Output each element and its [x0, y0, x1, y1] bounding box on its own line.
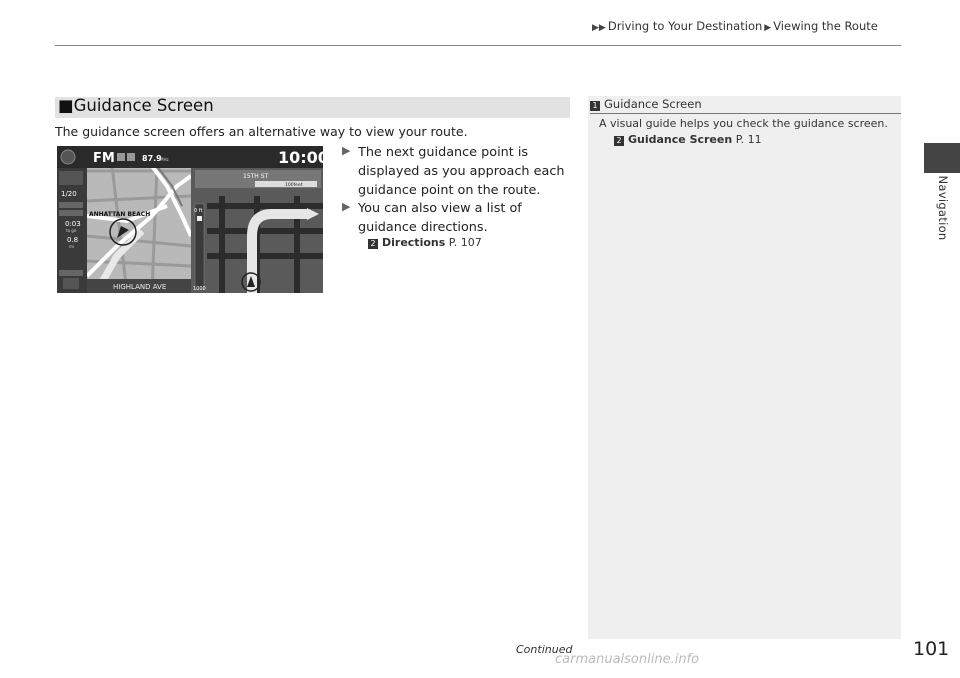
- breadcrumb-arrow-icon: ▶: [764, 23, 772, 33]
- note-cross-reference[interactable]: [614, 133, 762, 146]
- radio-band: FM: [93, 151, 115, 166]
- next-distance: 100feet: [285, 183, 303, 188]
- eta-time: 0:03: [65, 220, 81, 228]
- section-tab-label: Navigation: [936, 175, 950, 241]
- note-title: [590, 97, 702, 111]
- next-street-name: 15TH ST: [243, 173, 269, 180]
- channel-icon: [117, 153, 125, 161]
- bullet-text: The next guidance point is: [358, 145, 529, 160]
- eta-label: to go: [66, 228, 77, 233]
- guidance-screen-image: [57, 146, 329, 293]
- distance-bar-bottom: 1000: [193, 286, 206, 292]
- bullet-item: [342, 143, 565, 200]
- note-box: [588, 96, 901, 639]
- reference-icon: 2: [614, 136, 624, 146]
- bullet-text: guidance directions.: [358, 220, 488, 235]
- map-scale: 1/20: [61, 190, 77, 198]
- section-tab-marker: [924, 143, 960, 173]
- note-marker-icon: 1: [590, 101, 600, 111]
- menu-icon[interactable]: [63, 278, 79, 289]
- city-label: ANHATTAN BEACH: [89, 211, 151, 218]
- breadcrumb-part2[interactable]: Viewing the Route: [773, 19, 878, 33]
- note-divider: [590, 113, 901, 114]
- guidance-screen-drawing: [57, 146, 329, 293]
- cross-reference[interactable]: [368, 236, 482, 249]
- reference-icon: 2: [368, 239, 378, 249]
- map-button[interactable]: [59, 210, 83, 216]
- note-text: A visual guide helps you check the guidance screen.: [599, 117, 888, 130]
- reference-page: P. 107: [448, 236, 482, 249]
- note-title-text: Guidance Screen: [604, 97, 702, 111]
- reference-label: Directions: [382, 236, 446, 249]
- breadcrumb-part1[interactable]: Driving to Your Destination: [607, 19, 763, 33]
- home-icon: [61, 150, 75, 164]
- reference-label: Guidance Screen: [628, 133, 733, 146]
- bullet-arrow-icon: ▶: [342, 144, 351, 157]
- bullet-arrow-icon: ▶: [342, 200, 351, 213]
- preset-icon: [127, 153, 135, 161]
- watermark: carmanualsonline.info: [555, 652, 700, 667]
- map-button[interactable]: [59, 202, 83, 208]
- radio-frequency: 87.9: [142, 154, 162, 163]
- current-street-name: HIGHLAND AVE: [113, 283, 167, 291]
- bullet-text: guidance point on the route.: [358, 183, 541, 198]
- reference-page: P. 11: [735, 133, 762, 146]
- distance-bar-top: 0 ft: [194, 208, 203, 214]
- compass-icon: [59, 171, 83, 185]
- eta-distance: 0.8: [67, 236, 79, 244]
- continued-label: Continued: [516, 643, 573, 656]
- radio-frequency-unit: MHz: [160, 157, 169, 162]
- eta-unit: mi: [69, 244, 75, 249]
- section-title: ■Guidance Screen: [58, 96, 214, 115]
- bullet-text: You can also view a list of: [358, 201, 522, 216]
- distance-bar-fill: [197, 216, 202, 221]
- breadcrumb-arrow-icon: ▶▶: [592, 23, 606, 33]
- clock: 10:00: [278, 148, 329, 167]
- trip-button[interactable]: [59, 270, 83, 276]
- bullet-text: displayed as you approach each: [358, 164, 565, 179]
- intro-text: The guidance screen offers an alternative way to view your route.: [55, 124, 468, 139]
- page-number: 101: [913, 638, 950, 660]
- breadcrumb: [590, 19, 878, 33]
- header-divider: [55, 45, 901, 46]
- bullet-item: [342, 199, 522, 237]
